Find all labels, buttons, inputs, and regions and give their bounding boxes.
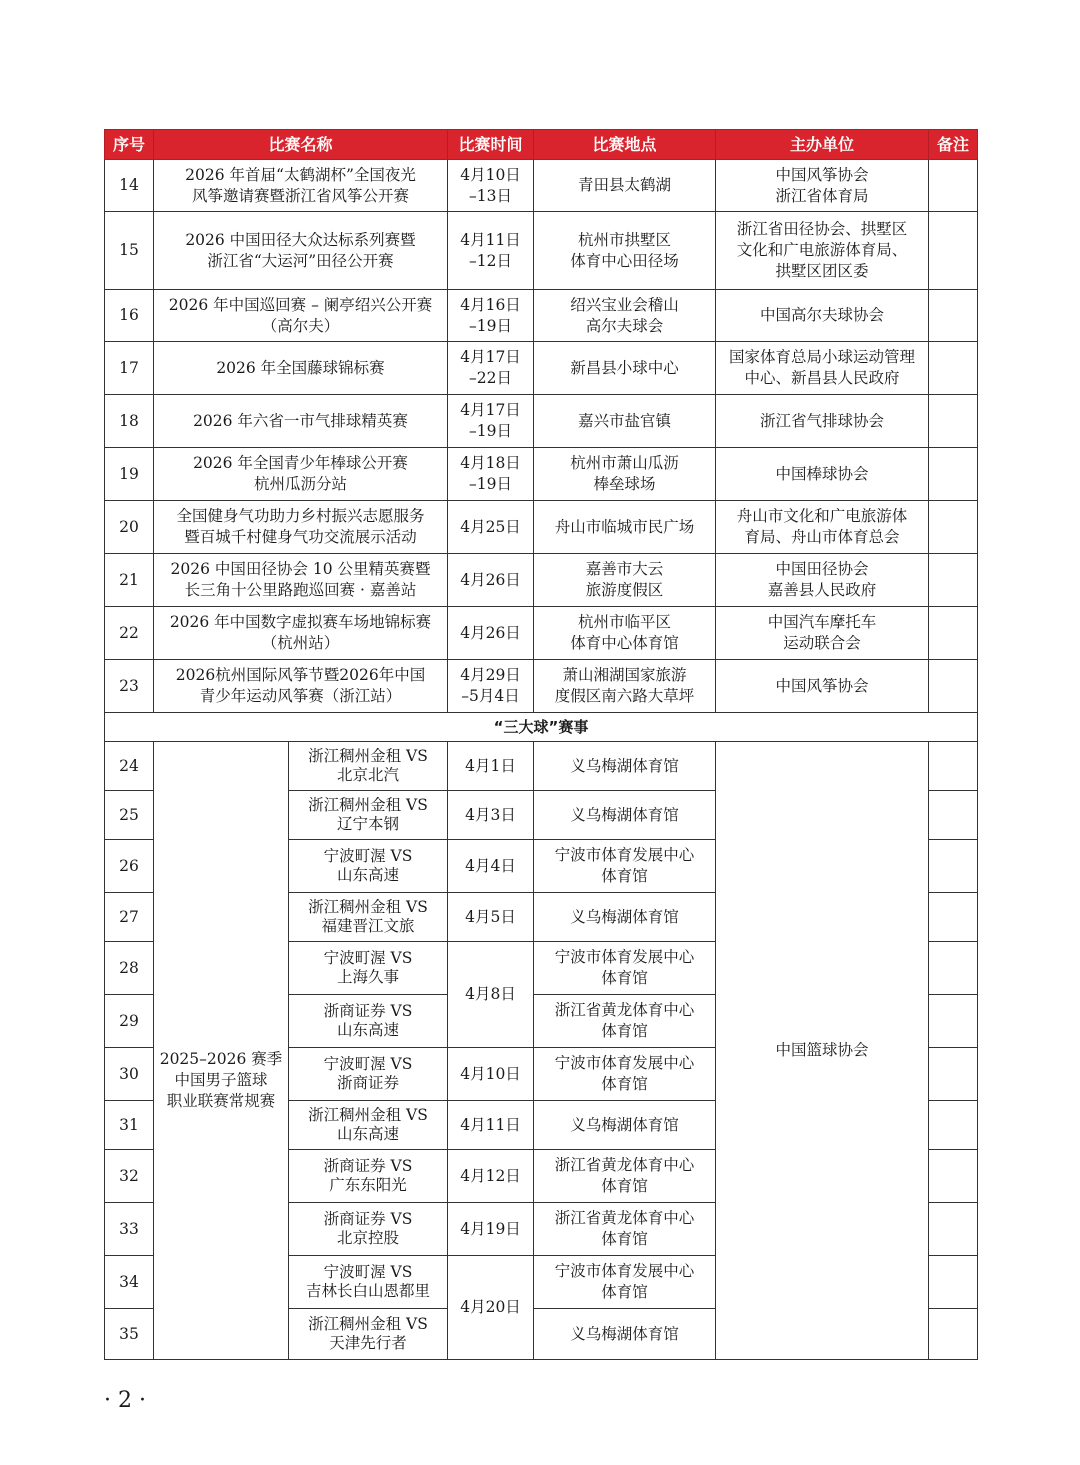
game-date: 4月5日	[448, 893, 534, 942]
matchup-line: 浙江稠州金租 VS	[308, 1106, 428, 1124]
event-name-line: （杭州站）	[261, 634, 340, 652]
event-time-line: –22日	[469, 369, 512, 387]
game-remark	[929, 1203, 978, 1256]
event-name	[154, 501, 448, 554]
event-organizer-line: 中国风筝协会	[775, 676, 869, 695]
event-time-line: –19日	[469, 316, 512, 335]
table-row	[105, 448, 978, 501]
row-number: 22	[105, 607, 154, 660]
game-venue-line: 义乌梅湖体育馆	[570, 756, 679, 775]
event-place	[534, 607, 716, 660]
game-venue-line: 义乌梅湖体育馆	[570, 1324, 679, 1343]
event-name-line: 2026 中国田径协会 10 公里精英赛暨	[170, 560, 431, 578]
matchup-line: 宁波町渥 VS	[323, 949, 413, 967]
game-venue-line: 体育馆	[601, 1022, 648, 1040]
game-venue-line: 体育馆	[601, 1283, 648, 1301]
event-place-line: 嘉兴市盐官镇	[578, 411, 672, 430]
game-remark	[929, 1309, 978, 1360]
event-name	[154, 448, 448, 501]
event-place-line: 萧山湘湖国家旅游	[562, 666, 687, 684]
event-organizer	[716, 448, 929, 501]
event-time	[448, 448, 534, 501]
event-organizer	[716, 212, 929, 290]
game-remark	[929, 1101, 978, 1150]
event-name-line: 全国健身气功助力乡村振兴志愿服务	[176, 507, 425, 525]
game-date: 4月19日	[448, 1203, 534, 1256]
event-place-line: 绍兴宝业会稽山	[570, 295, 679, 314]
event-remark	[929, 160, 978, 212]
game-date: 4月8日	[448, 942, 534, 1048]
matchup	[289, 840, 448, 893]
matchup-line: 北京北汽	[337, 766, 400, 784]
event-remark	[929, 395, 978, 448]
game-venue	[534, 1150, 716, 1203]
event-organizer-line: 浙江省田径协会、拱墅区	[736, 220, 908, 238]
event-name-line: 暨百城千村健身气功交流展示活动	[184, 528, 417, 546]
event-place-line: 新昌县小球中心	[570, 358, 679, 377]
event-organizer-line: 育局、舟山市体育总会	[744, 528, 900, 546]
game-venue	[534, 893, 716, 942]
event-place-line: 杭州市临平区	[578, 613, 672, 631]
event-time-line: 4月26日	[460, 623, 521, 642]
matchup-line: 浙江稠州金租 VS	[308, 747, 428, 765]
game-date: 4月20日	[448, 1256, 534, 1360]
matchup	[289, 1101, 448, 1150]
game-venue-line: 宁波市体育发展中心	[554, 948, 695, 966]
row-number: 17	[105, 342, 154, 395]
row-number: 19	[105, 448, 154, 501]
game-remark	[929, 1150, 978, 1203]
event-time	[448, 501, 534, 554]
row-number: 32	[105, 1150, 154, 1203]
event-name-line: 2026 年中国巡回赛 – 阑亭绍兴公开赛	[168, 295, 433, 314]
table-row	[105, 342, 978, 395]
header-remark: 备注	[929, 130, 978, 160]
event-place	[534, 342, 716, 395]
table-row	[105, 742, 978, 791]
game-remark	[929, 1048, 978, 1101]
game-date: 4月12日	[448, 1150, 534, 1203]
game-venue-line: 宁波市体育发展中心	[554, 1262, 695, 1280]
game-venue-line: 浙江省黄龙体育中心	[554, 1156, 695, 1174]
event-remark	[929, 290, 978, 342]
row-number: 30	[105, 1048, 154, 1101]
event-organizer-line: 中国高尔夫球协会	[760, 306, 885, 324]
row-number: 25	[105, 791, 154, 840]
event-organizer-line: 舟山市文化和广电旅游体	[736, 507, 908, 525]
game-date: 4月11日	[448, 1101, 534, 1150]
event-time-line: 4月10日	[460, 165, 521, 184]
table-header-row	[105, 130, 978, 160]
matchup-line: 福建晋江文旅	[321, 917, 415, 935]
matchup	[289, 942, 448, 995]
matchup-line: 北京控股	[337, 1229, 400, 1247]
section-title: “三大球”赛事	[105, 713, 978, 742]
event-organizer	[716, 501, 929, 554]
event-time	[448, 395, 534, 448]
event-time	[448, 160, 534, 212]
matchup-line: 浙江稠州金租 VS	[308, 1315, 428, 1333]
event-place	[534, 395, 716, 448]
event-time-line: 4月26日	[460, 570, 521, 589]
event-organizer-line: 浙江省体育局	[775, 186, 869, 205]
event-remark	[929, 501, 978, 554]
event-place-line: 嘉善市大云	[585, 560, 664, 578]
game-venue-line: 宁波市体育发展中心	[554, 846, 695, 864]
game-date: 4月1日	[448, 742, 534, 791]
event-place-line: 杭州市拱墅区	[578, 230, 672, 249]
game-remark	[929, 742, 978, 791]
game-venue-line: 体育馆	[601, 969, 648, 987]
matchup	[289, 791, 448, 840]
row-number: 33	[105, 1203, 154, 1256]
event-organizer-line: 中心、新昌县人民政府	[744, 369, 900, 387]
event-remark	[929, 342, 978, 395]
game-venue-line: 体育馆	[601, 1177, 648, 1195]
cba-event-name-line: 职业联赛常规赛	[166, 1092, 276, 1110]
matchup-line: 浙商证券	[337, 1074, 400, 1092]
header-organizer: 主办单位	[716, 130, 929, 160]
row-number: 34	[105, 1256, 154, 1309]
matchup-line: 宁波町渥 VS	[323, 847, 413, 865]
table-row	[105, 501, 978, 554]
event-time-line: –5月4日	[461, 687, 520, 705]
game-venue-line: 浙江省黄龙体育中心	[554, 1001, 695, 1019]
event-time-line: 4月11日	[460, 230, 521, 249]
event-organizer	[716, 554, 929, 607]
event-name	[154, 395, 448, 448]
matchup-line: 浙江稠州金租 VS	[308, 796, 428, 814]
row-number: 28	[105, 942, 154, 995]
matchup-line: 宁波町渥 VS	[323, 1055, 413, 1073]
event-name	[154, 290, 448, 342]
header-time: 比赛时间	[448, 130, 534, 160]
event-time-line: 4月16日	[460, 295, 521, 314]
event-organizer-line: 中国田径协会	[775, 560, 869, 578]
matchup-line: 浙江稠州金租 VS	[308, 898, 428, 916]
cba-organizer: 中国篮球协会	[716, 742, 929, 1360]
event-remark	[929, 607, 978, 660]
game-venue-line: 体育馆	[601, 1075, 648, 1093]
game-venue-line: 义乌梅湖体育馆	[570, 907, 679, 926]
event-organizer	[716, 607, 929, 660]
event-name	[154, 212, 448, 290]
game-venue	[534, 742, 716, 791]
cba-event-name	[154, 742, 289, 1360]
row-number: 35	[105, 1309, 154, 1360]
event-schedule-table	[104, 129, 978, 1360]
event-organizer	[716, 342, 929, 395]
event-time	[448, 660, 534, 713]
row-number: 29	[105, 995, 154, 1048]
row-number: 16	[105, 290, 154, 342]
matchup-line: 浙商证券 VS	[323, 1157, 413, 1175]
event-place	[534, 290, 716, 342]
table-row	[105, 660, 978, 713]
event-place-line: 舟山市临城市民广场	[554, 517, 695, 536]
game-venue-line: 体育馆	[601, 1230, 648, 1248]
row-number: 20	[105, 501, 154, 554]
event-organizer-line: 国家体育总局小球运动管理	[729, 348, 916, 366]
event-organizer	[716, 660, 929, 713]
matchup	[289, 893, 448, 942]
row-number: 24	[105, 742, 154, 791]
event-time-line: –12日	[469, 251, 512, 270]
event-time-line: –13日	[469, 186, 512, 205]
event-organizer-line: 嘉善县人民政府	[767, 581, 877, 599]
event-name-line: 青少年运动风筝赛（浙江站）	[199, 687, 402, 705]
game-venue	[534, 1203, 716, 1256]
matchup	[289, 1309, 448, 1360]
event-time-line: 4月17日	[460, 348, 521, 366]
section-row	[105, 713, 978, 742]
game-venue	[534, 995, 716, 1048]
event-place	[534, 448, 716, 501]
matchup-line: 浙商证券 VS	[323, 1210, 413, 1228]
event-organizer	[716, 160, 929, 212]
header-place: 比赛地点	[534, 130, 716, 160]
event-organizer-line: 文化和广电旅游体育局、	[736, 241, 908, 259]
event-time-line: –19日	[469, 475, 512, 493]
event-organizer-line: 中国棒球协会	[775, 464, 869, 483]
event-name-line: 2026 年六省一市气排球精英赛	[193, 411, 408, 430]
matchup-line: 山东高速	[337, 1021, 400, 1039]
matchup-line: 吉林长白山恩都里	[306, 1282, 431, 1300]
game-date: 4月3日	[448, 791, 534, 840]
game-remark	[929, 893, 978, 942]
event-name-line: 长三角十公里路跑巡回赛 · 嘉善站	[184, 581, 417, 599]
table-row	[105, 607, 978, 660]
row-number: 23	[105, 660, 154, 713]
event-place	[534, 160, 716, 212]
matchup-line: 山东高速	[337, 866, 400, 884]
event-name	[154, 554, 448, 607]
game-date: 4月10日	[448, 1048, 534, 1101]
game-remark	[929, 840, 978, 893]
event-remark	[929, 554, 978, 607]
table-row	[105, 290, 978, 342]
event-name	[154, 660, 448, 713]
row-number: 18	[105, 395, 154, 448]
event-place-line: 体育中心体育馆	[570, 634, 679, 652]
game-date: 4月4日	[448, 840, 534, 893]
event-place-line: 杭州市萧山瓜沥	[570, 454, 679, 472]
event-remark	[929, 212, 978, 290]
event-place	[534, 660, 716, 713]
event-place-line: 高尔夫球会	[585, 316, 664, 335]
event-name	[154, 342, 448, 395]
event-name-line: （高尔夫）	[261, 316, 340, 335]
row-number: 15	[105, 212, 154, 290]
event-name-line: 浙江省“大运河”田径公开赛	[207, 251, 394, 270]
game-venue	[534, 1309, 716, 1360]
event-name	[154, 160, 448, 212]
game-venue-line: 体育馆	[601, 867, 648, 885]
event-name-line: 风筝邀请赛暨浙江省风筝公开赛	[192, 186, 410, 205]
game-venue	[534, 1048, 716, 1101]
matchup-line: 广东东阳光	[329, 1176, 407, 1194]
matchup-line: 上海久事	[337, 968, 400, 986]
header-no: 序号	[105, 130, 154, 160]
event-time-line: 4月17日	[460, 401, 521, 419]
event-place-line: 度假区南六路大草坪	[554, 687, 695, 705]
event-organizer-line: 中国风筝协会	[775, 165, 869, 184]
header-name: 比赛名称	[154, 130, 448, 160]
matchup	[289, 1203, 448, 1256]
table-row	[105, 212, 978, 290]
matchup	[289, 995, 448, 1048]
event-time	[448, 607, 534, 660]
cba-event-name-line: 中国男子篮球	[174, 1071, 268, 1089]
event-organizer	[716, 290, 929, 342]
matchup-line: 山东高速	[337, 1125, 400, 1143]
event-time	[448, 342, 534, 395]
game-remark	[929, 942, 978, 995]
game-venue	[534, 1101, 716, 1150]
game-venue-line: 浙江省黄龙体育中心	[554, 1209, 695, 1227]
row-number: 21	[105, 554, 154, 607]
matchup-line: 宁波町渥 VS	[323, 1263, 413, 1281]
event-name-line: 2026 中国田径大众达标系列赛暨	[185, 230, 416, 249]
row-number: 27	[105, 893, 154, 942]
game-venue	[534, 840, 716, 893]
event-time-line: 4月18日	[460, 454, 521, 472]
game-remark	[929, 791, 978, 840]
event-remark	[929, 448, 978, 501]
game-venue-line: 义乌梅湖体育馆	[570, 1115, 679, 1134]
event-name	[154, 607, 448, 660]
table-row	[105, 554, 978, 607]
event-organizer-line: 浙江省气排球协会	[760, 411, 885, 430]
event-remark	[929, 660, 978, 713]
event-name-line: 2026 年首届“太鹤湖杯”全国夜光	[185, 165, 416, 184]
matchup	[289, 742, 448, 791]
event-name-line: 2026 年中国数字虚拟赛车场地锦标赛	[169, 613, 432, 631]
row-number: 31	[105, 1101, 154, 1150]
event-organizer	[716, 395, 929, 448]
event-place	[534, 554, 716, 607]
page-number: · 2 ·	[104, 1388, 146, 1413]
matchup	[289, 1150, 448, 1203]
event-name-line: 2026 年全国青少年棒球公开赛	[193, 454, 408, 472]
cba-event-name-line: 2025–2026 赛季	[159, 1050, 283, 1068]
game-venue-line: 义乌梅湖体育馆	[570, 805, 679, 824]
table-row	[105, 160, 978, 212]
event-place	[534, 212, 716, 290]
matchup	[289, 1048, 448, 1101]
game-remark	[929, 995, 978, 1048]
matchup	[289, 1256, 448, 1309]
row-number: 26	[105, 840, 154, 893]
event-organizer-line: 运动联合会	[783, 634, 861, 652]
matchup-line: 浙商证券 VS	[323, 1002, 413, 1020]
event-time	[448, 212, 534, 290]
event-place-line: 棒垒球场	[593, 475, 656, 493]
event-place-line: 旅游度假区	[585, 581, 664, 599]
matchup-line: 天津先行者	[329, 1334, 407, 1352]
row-number: 14	[105, 160, 154, 212]
event-time	[448, 290, 534, 342]
event-time-line: 4月25日	[460, 517, 521, 536]
event-organizer-line: 中国汽车摩托车	[767, 613, 877, 631]
event-name-line: 2026杭州国际风筝节暨2026年中国	[175, 666, 426, 684]
event-organizer-line: 拱墅区团区委	[775, 262, 869, 280]
event-name-line: 杭州瓜沥分站	[254, 475, 348, 493]
event-time-line: 4月29日	[460, 666, 521, 684]
game-venue	[534, 791, 716, 840]
event-time-line: –19日	[469, 422, 512, 440]
game-venue	[534, 1256, 716, 1309]
game-venue-line: 宁波市体育发展中心	[554, 1054, 695, 1072]
game-venue	[534, 942, 716, 995]
game-remark	[929, 1256, 978, 1309]
event-time	[448, 554, 534, 607]
matchup-line: 辽宁本钢	[337, 815, 400, 833]
event-place	[534, 501, 716, 554]
event-place-line: 体育中心田径场	[570, 251, 679, 270]
event-place-line: 青田县太鹤湖	[578, 176, 672, 194]
event-name-line: 2026 年全国藤球锦标赛	[216, 358, 385, 377]
table-row	[105, 395, 978, 448]
